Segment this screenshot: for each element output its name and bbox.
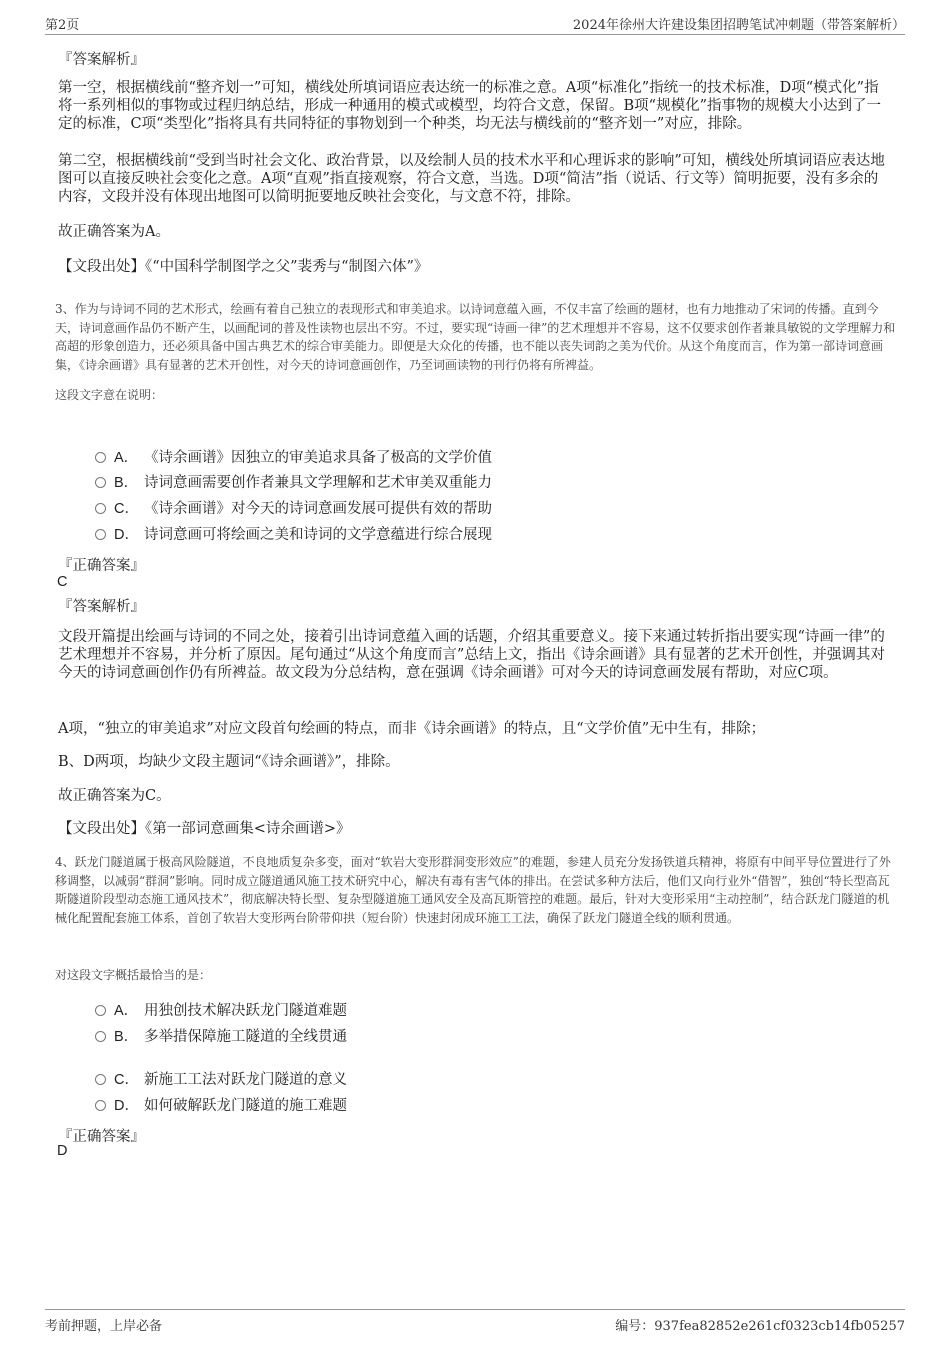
page-footer [45,1309,905,1340]
document-title: 2024年徐州大许建设集团招聘笔试冲刺题（带答案解析） [572,18,905,33]
conclusion: 故正确答案为A。 [58,224,170,240]
radio-button[interactable] [95,452,106,463]
radio-button[interactable] [95,477,106,488]
option-d[interactable]: D． 诗词意画可将绘画之美和诗词的文学意蕴进行综合展现 [95,525,492,545]
page-number: 第2页 [45,18,80,33]
source-citation: 【文段出处】《“中国科学制图学之父”裴秀与“制图六体”》 [58,259,429,275]
analysis-paragraph: 第一空，根据横线前“整齐划一”可知，横线处所填词语应表达统一的标准之意。A项“标准化”指统一的技术标准，D项“模式化”指将一系列相似的事物或过程归纳总结，形成一种通用的模式或模型，均符合文意，保留。B项“规模化”指事物的规模大小达到了一定的标准，C项“类型化”指将具有共同特征的事物划到一个种类，均无法与横线前的“整齐划一”对应，排除。 [58,80,881,132]
conclusion: 故正确答案为C。 [58,788,171,804]
radio-button[interactable] [95,1005,106,1016]
document-id: 编号：937fea82852e261cf0323cb14fb05257 [615,1319,905,1334]
analysis-paragraph: 第二空，根据横线前“受到当时社会文化、政治背景，以及绘制人员的技术水平和心理诉求的影响”可知，横线处所填词语应表达地图可以直接反映社会变化之意。A项“直观”指直接观察，符合文意，当选。D项“简洁”指（说话、行文等）简明扼要，没有多余的内容，文段并没有体现出地图可以简明扼要地反映社会变化，与文意不符，排除。 [58,153,885,205]
option-d[interactable]: D． 如何破解跃龙门隧道的施工难题 [95,1096,347,1116]
analysis-paragraph: A项，“独立的审美追求”对应文段首句绘画的特点，而非《诗余画谱》的特点，且“文学价值”无中生有，排除； [58,721,766,737]
option-a[interactable]: A． 《诗余画谱》因独立的审美追求具备了极高的文学价值 [95,448,492,468]
footer-slogan: 考前押题，上岸必备 [45,1319,163,1334]
answer-heading: 『正确答案』 [58,1129,145,1145]
option-b[interactable]: B． 诗词意画需要创作者兼具文学理解和艺术审美双重能力 [95,473,492,493]
question-prompt: 对这段文字概括最恰当的是： [55,968,212,982]
option-a[interactable]: A． 用独创技术解决跃龙门隧道难题 [95,1001,347,1021]
answer-value: C [57,574,68,590]
analysis-heading: 『答案解析』 [58,599,145,615]
radio-button[interactable] [95,1031,106,1042]
page-header [45,12,905,35]
option-b[interactable]: B． 多举措保障施工隧道的全线贯通 [95,1027,347,1047]
question-stem: 3、作为与诗词不同的艺术形式，绘画有着自己独立的表现形式和审美追求。以诗词意蕴入画，不仅丰富了绘画的题材，也有力地推动了宋词的传播。直到今天，诗词意画作品仍不断产生，以画配词的普及性读物也层出不穷。不过，要实现“诗画一律”的艺术理想并不容易，这不仅要求创作者兼具敏锐的文学理解力和高超的形象创造力，还必须具备中国古典艺术的综合审美能力。即便是大众化的传播，也不能以丧失词韵之美为代价。从这个角度而言，作为第一部诗词意画集，《诗余画谱》具有显著的艺术开创性，对今天的诗词意画创作，乃至词画读物的刊行仍将有所裨益。 [55,302,896,372]
option-c[interactable]: C． 《诗余画谱》对今天的诗词意画发展可提供有效的帮助 [95,499,492,519]
question-stem: 4、跃龙门隧道属于极高风险隧道，不良地质复杂多变，面对“软岩大变形群洞变形效应”的难题，参建人员充分发扬铁道兵精神，将原有中间平导位置进行了外移调整，以减弱“群洞”影响。同时成立隧道通风施工技术研究中心，解决有毒有害气体的排出。在尝试多种方法后，他们又向行业外“借智”，独创“特长型高瓦斯隧道阶段型动态施工通风技术”，彻底解决特长型、复杂型隧道施工通风安全及高瓦斯管控的难题。最后，针对大变形采用“主动控制”，结合跃龙门隧道的机械化配置配套施工体系，首创了软岩大变形两台阶带仰拱（短台阶）快速封闭成环施工工法，确保了跃龙门隧道全线的顺利贯通。 [55,855,891,925]
question-prompt: 这段文字意在说明： [55,388,164,402]
radio-button[interactable] [95,1074,106,1085]
radio-button[interactable] [95,503,106,514]
option-c[interactable]: C． 新施工工法对跃龙门隧道的意义 [95,1070,347,1090]
answer-heading: 『正确答案』 [58,558,145,574]
analysis-paragraph: B、D两项，均缺少文段主题词“《诗余画谱》”，排除。 [58,754,400,770]
analysis-paragraph: 文段开篇提出绘画与诗词的不同之处，接着引出诗词意蕴入画的话题，介绍其重要意义。接下来通过转折指出要实现“诗画一律”的艺术理想并不容易，并分析了原因。尾句通过“从这个角度而言”总结上文，指出《诗余画谱》具有显著的艺术开创性，并强调其对今天的诗词意画创作仍有所裨益。故文段为分总结构，意在强调《诗余画谱》可对今天的诗词意画发展有帮助，对应C项。 [58,629,885,681]
source-citation: 【文段出处】《第一部词意画集<诗余画谱>》 [58,821,351,837]
answer-value: D [57,1143,68,1159]
radio-button[interactable] [95,1100,106,1111]
radio-button[interactable] [95,529,106,540]
analysis-heading: 『答案解析』 [58,52,145,68]
